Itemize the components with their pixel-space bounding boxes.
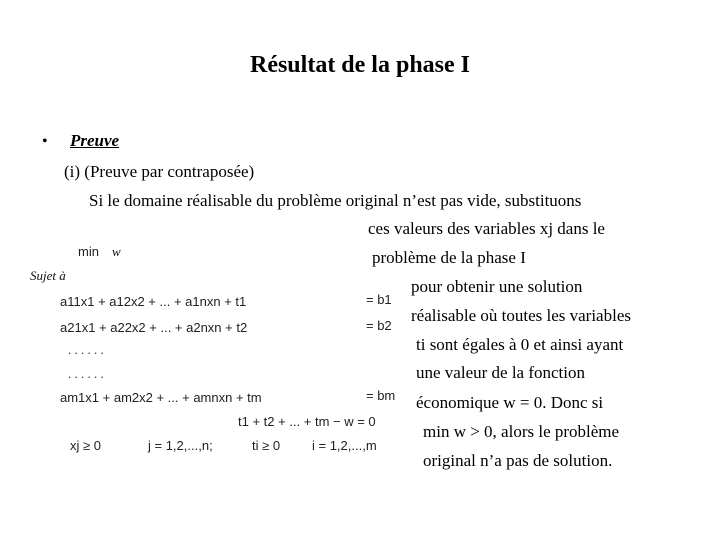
- min-label: min: [78, 244, 99, 259]
- t-nonnegativity: ti ≥ 0: [252, 438, 281, 453]
- text-line-5: pour obtenir une solution: [411, 277, 583, 296]
- slide-title: Résultat de la phase I: [249, 52, 471, 78]
- ellipsis-row-2: . . . . . .: [68, 366, 104, 381]
- constraint-row-1: a11x1 + a12x2 + ... + a1nxn + t1: [60, 294, 247, 309]
- text-line-1: (i) (Preuve par contraposée): [64, 162, 255, 181]
- constraint-row-m: am1x1 + am2x2 + ... + amnxn + tm: [60, 390, 262, 405]
- phase-one-program: [30, 240, 396, 460]
- x-nonnegativity: xj ≥ 0: [70, 438, 101, 453]
- text-line-6: réalisable où toutes les variables: [411, 306, 631, 325]
- text-line-2: Si le domaine réalisable du problème original n’est pas vide, substituons: [89, 191, 582, 210]
- j-index-range: j = 1,2,...,n;: [148, 438, 213, 453]
- constraint-rhs-1: = b1: [366, 292, 392, 307]
- artificial-sum-row: t1 + t2 + ... + tm − w = 0: [238, 414, 376, 429]
- constraint-rhs-m: = bm: [366, 388, 396, 403]
- text-line-3: ces valeurs des variables xj dans le: [368, 219, 605, 238]
- text-line-8: une valeur de la fonction: [416, 363, 585, 382]
- text-line-11: original n’a pas de solution.: [423, 451, 613, 470]
- bullet-marker: •: [42, 133, 48, 150]
- constraint-rhs-2: = b2: [366, 318, 392, 333]
- constraint-row-2: a21x1 + a22x2 + ... + a2nxn + t2: [60, 320, 248, 335]
- text-line-10: min w > 0, alors le problème: [423, 422, 620, 441]
- text-line-9: économique w = 0. Donc si: [416, 393, 604, 412]
- objective-variable: w: [112, 244, 121, 259]
- i-index-range: i = 1,2,...,m: [312, 438, 377, 453]
- subject-to-label: Sujet à: [30, 268, 66, 283]
- text-line-7: ti sont égales à 0 et ainsi ayant: [416, 335, 624, 354]
- ellipsis-row-1: . . . . . .: [68, 342, 104, 357]
- heading-preuve: Preuve: [70, 131, 120, 150]
- text-line-4: problème de la phase I: [372, 248, 526, 267]
